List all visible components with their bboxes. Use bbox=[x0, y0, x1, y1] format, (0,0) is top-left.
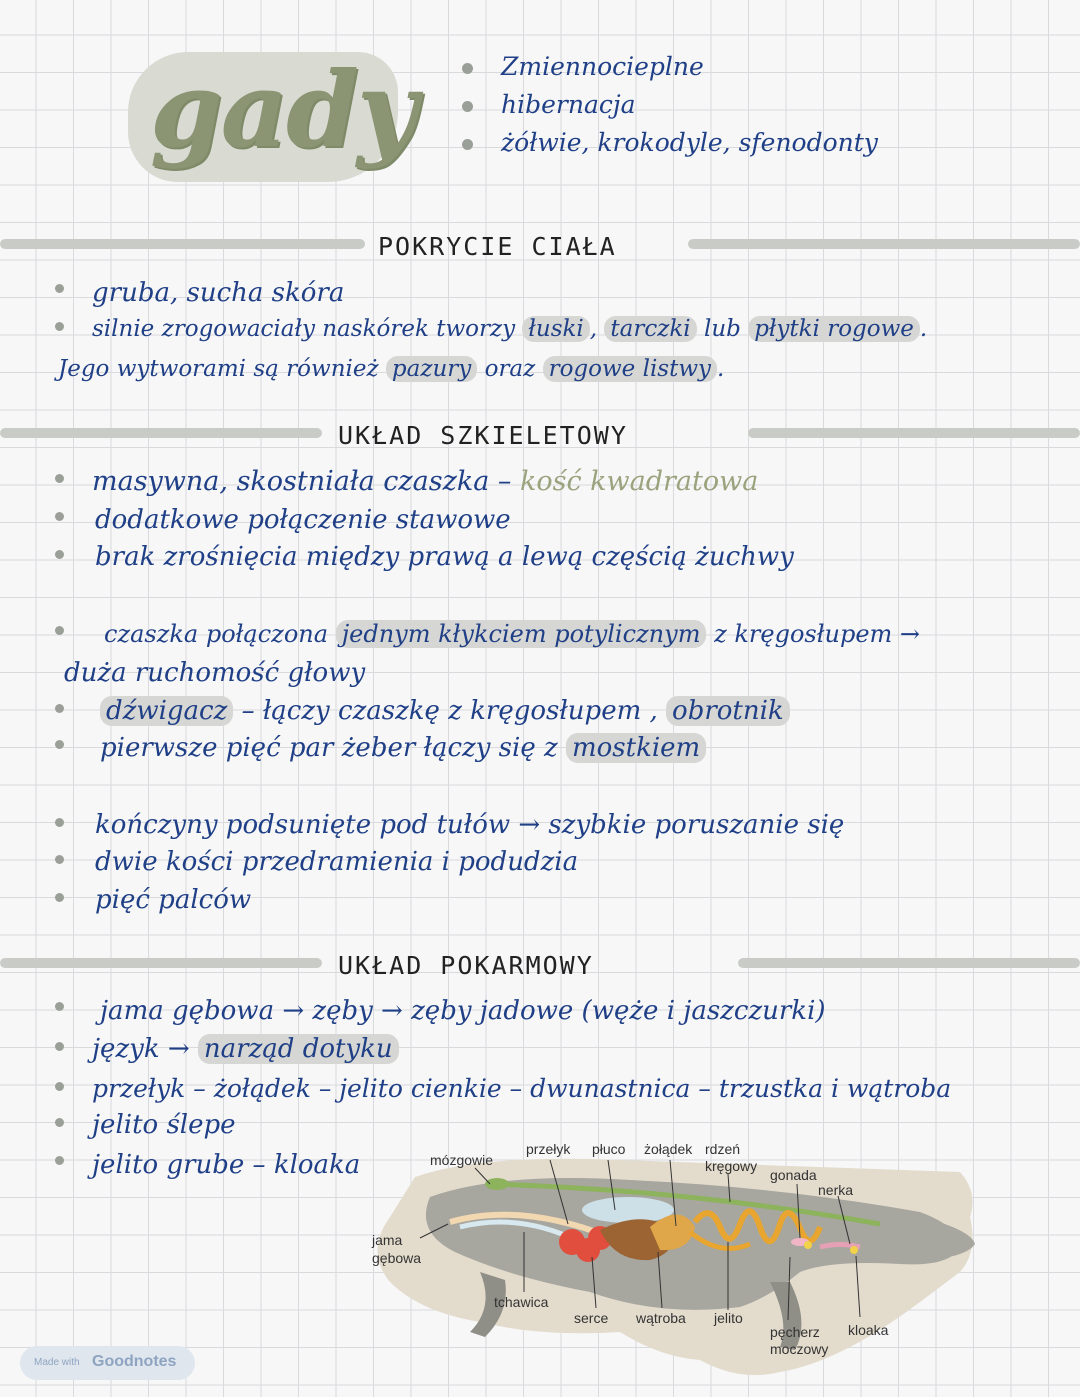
bullet-icon bbox=[462, 101, 473, 112]
bullet-icon bbox=[55, 1042, 64, 1051]
bullet-icon bbox=[55, 284, 64, 293]
bullet-icon bbox=[55, 1156, 64, 1165]
label-nerka: nerka bbox=[818, 1182, 854, 1198]
text-line: duża ruchomość głowy bbox=[64, 658, 366, 688]
bullet-icon bbox=[55, 512, 64, 521]
bullet-icon bbox=[55, 626, 64, 635]
section-title-pokarm: UKŁAD POKARMOWY bbox=[338, 951, 594, 980]
bullet-icon bbox=[55, 1118, 64, 1127]
bullet-icon bbox=[462, 139, 473, 150]
bullet-icon bbox=[55, 855, 64, 864]
text-line: dodatkowe połączenie stawowe bbox=[95, 505, 511, 535]
text-line: przełyk – żołądek – jelito cienkie – dwunastnica – trzustka i wątroba bbox=[92, 1074, 952, 1103]
bullet-icon bbox=[55, 818, 64, 827]
label-jama: jama bbox=[372, 1232, 403, 1248]
bullet-icon bbox=[55, 1082, 64, 1091]
section-divider bbox=[688, 239, 1080, 249]
section-divider bbox=[748, 428, 1080, 438]
label-przelyk: przełyk bbox=[526, 1141, 571, 1157]
text-line: gruba, sucha skóra bbox=[92, 278, 345, 308]
label-watroba: wątroba bbox=[636, 1310, 686, 1326]
label-serce: serce bbox=[574, 1310, 609, 1326]
bullet-icon bbox=[55, 893, 64, 902]
text-line: dwie kości przedramienia i podudzia bbox=[95, 847, 579, 877]
text-line: masywna, skostniała czaszka – kość kwadratowa bbox=[92, 466, 759, 497]
text-line: jelito grube – kloaka bbox=[92, 1150, 361, 1180]
text-line: Jego wytworami są również pazury oraz rogowe listwy . bbox=[58, 356, 725, 382]
label-zoladek: żołądek bbox=[644, 1141, 693, 1157]
page-title: gady bbox=[150, 48, 416, 171]
section-divider bbox=[0, 958, 322, 968]
text-line: pierwsze pięć par żeber łączy się z mostkiem bbox=[100, 733, 706, 763]
bullet-icon bbox=[55, 704, 64, 713]
reptile-anatomy-illustration bbox=[360, 1132, 980, 1382]
text-line: czaszka połączona jednym kłykciem potylicznym z kręgosłupem → bbox=[104, 620, 921, 648]
label-gonada: gonada bbox=[770, 1167, 817, 1183]
list-item: hibernacja bbox=[462, 86, 878, 124]
bullet-icon bbox=[55, 1002, 64, 1011]
goodnotes-badge: Made with Goodnotes bbox=[20, 1346, 195, 1380]
text-line: silnie zrogowaciały naskórek tworzy łuski , tarczki lub płytki rogowe . bbox=[92, 316, 928, 342]
text-line: pięć palców bbox=[95, 885, 252, 915]
section-title-szkielet: UKŁAD SZKIELETOWY bbox=[338, 421, 628, 450]
text-line: jelito ślepe bbox=[92, 1110, 236, 1140]
text-line: kończyny podsunięte pod tułów → szybkie poruszanie się bbox=[95, 810, 845, 840]
label-rdzen: rdzeń bbox=[705, 1141, 741, 1157]
bullet-icon bbox=[55, 322, 64, 331]
list-item: Zmiennocieplne bbox=[462, 48, 878, 86]
label-jelito: jelito bbox=[714, 1310, 743, 1326]
label-mozgowie: mózgowie bbox=[430, 1152, 494, 1168]
text-line: brak zrośnięcia między prawą a lewą częścią żuchwy bbox=[95, 542, 794, 572]
digestive-diagram bbox=[360, 1132, 980, 1382]
bullet-icon bbox=[462, 63, 473, 74]
section-divider bbox=[0, 428, 322, 438]
bullet-icon bbox=[55, 740, 64, 749]
label-pecherz-2: moczowy bbox=[770, 1341, 829, 1357]
section-divider bbox=[0, 239, 365, 249]
label-rdzen-2: kręgowy bbox=[705, 1158, 758, 1174]
label-jama-2: gębowa bbox=[372, 1250, 422, 1266]
label-pecherz: pęcherz bbox=[770, 1324, 820, 1340]
label-kloaka: kloaka bbox=[848, 1322, 889, 1338]
bullet-icon bbox=[55, 474, 64, 483]
intro-list bbox=[462, 48, 878, 162]
text-line: jama gębowa → zęby → zęby jadowe (węże i jaszczurki) bbox=[100, 996, 826, 1026]
label-pluco: płuco bbox=[592, 1141, 626, 1157]
section-divider bbox=[738, 958, 1080, 968]
text-line: dźwigacz – łączy czaszkę z kręgosłupem , obrotnik bbox=[100, 696, 790, 726]
label-tchawica: tchawica bbox=[494, 1294, 549, 1310]
section-title-pokrycie: POKRYCIE CIAŁA bbox=[378, 232, 617, 261]
bullet-icon bbox=[55, 550, 64, 559]
text-line: język → narząd dotyku bbox=[92, 1034, 399, 1064]
list-item: żółwie, krokodyle, sfenodonty bbox=[462, 124, 878, 162]
